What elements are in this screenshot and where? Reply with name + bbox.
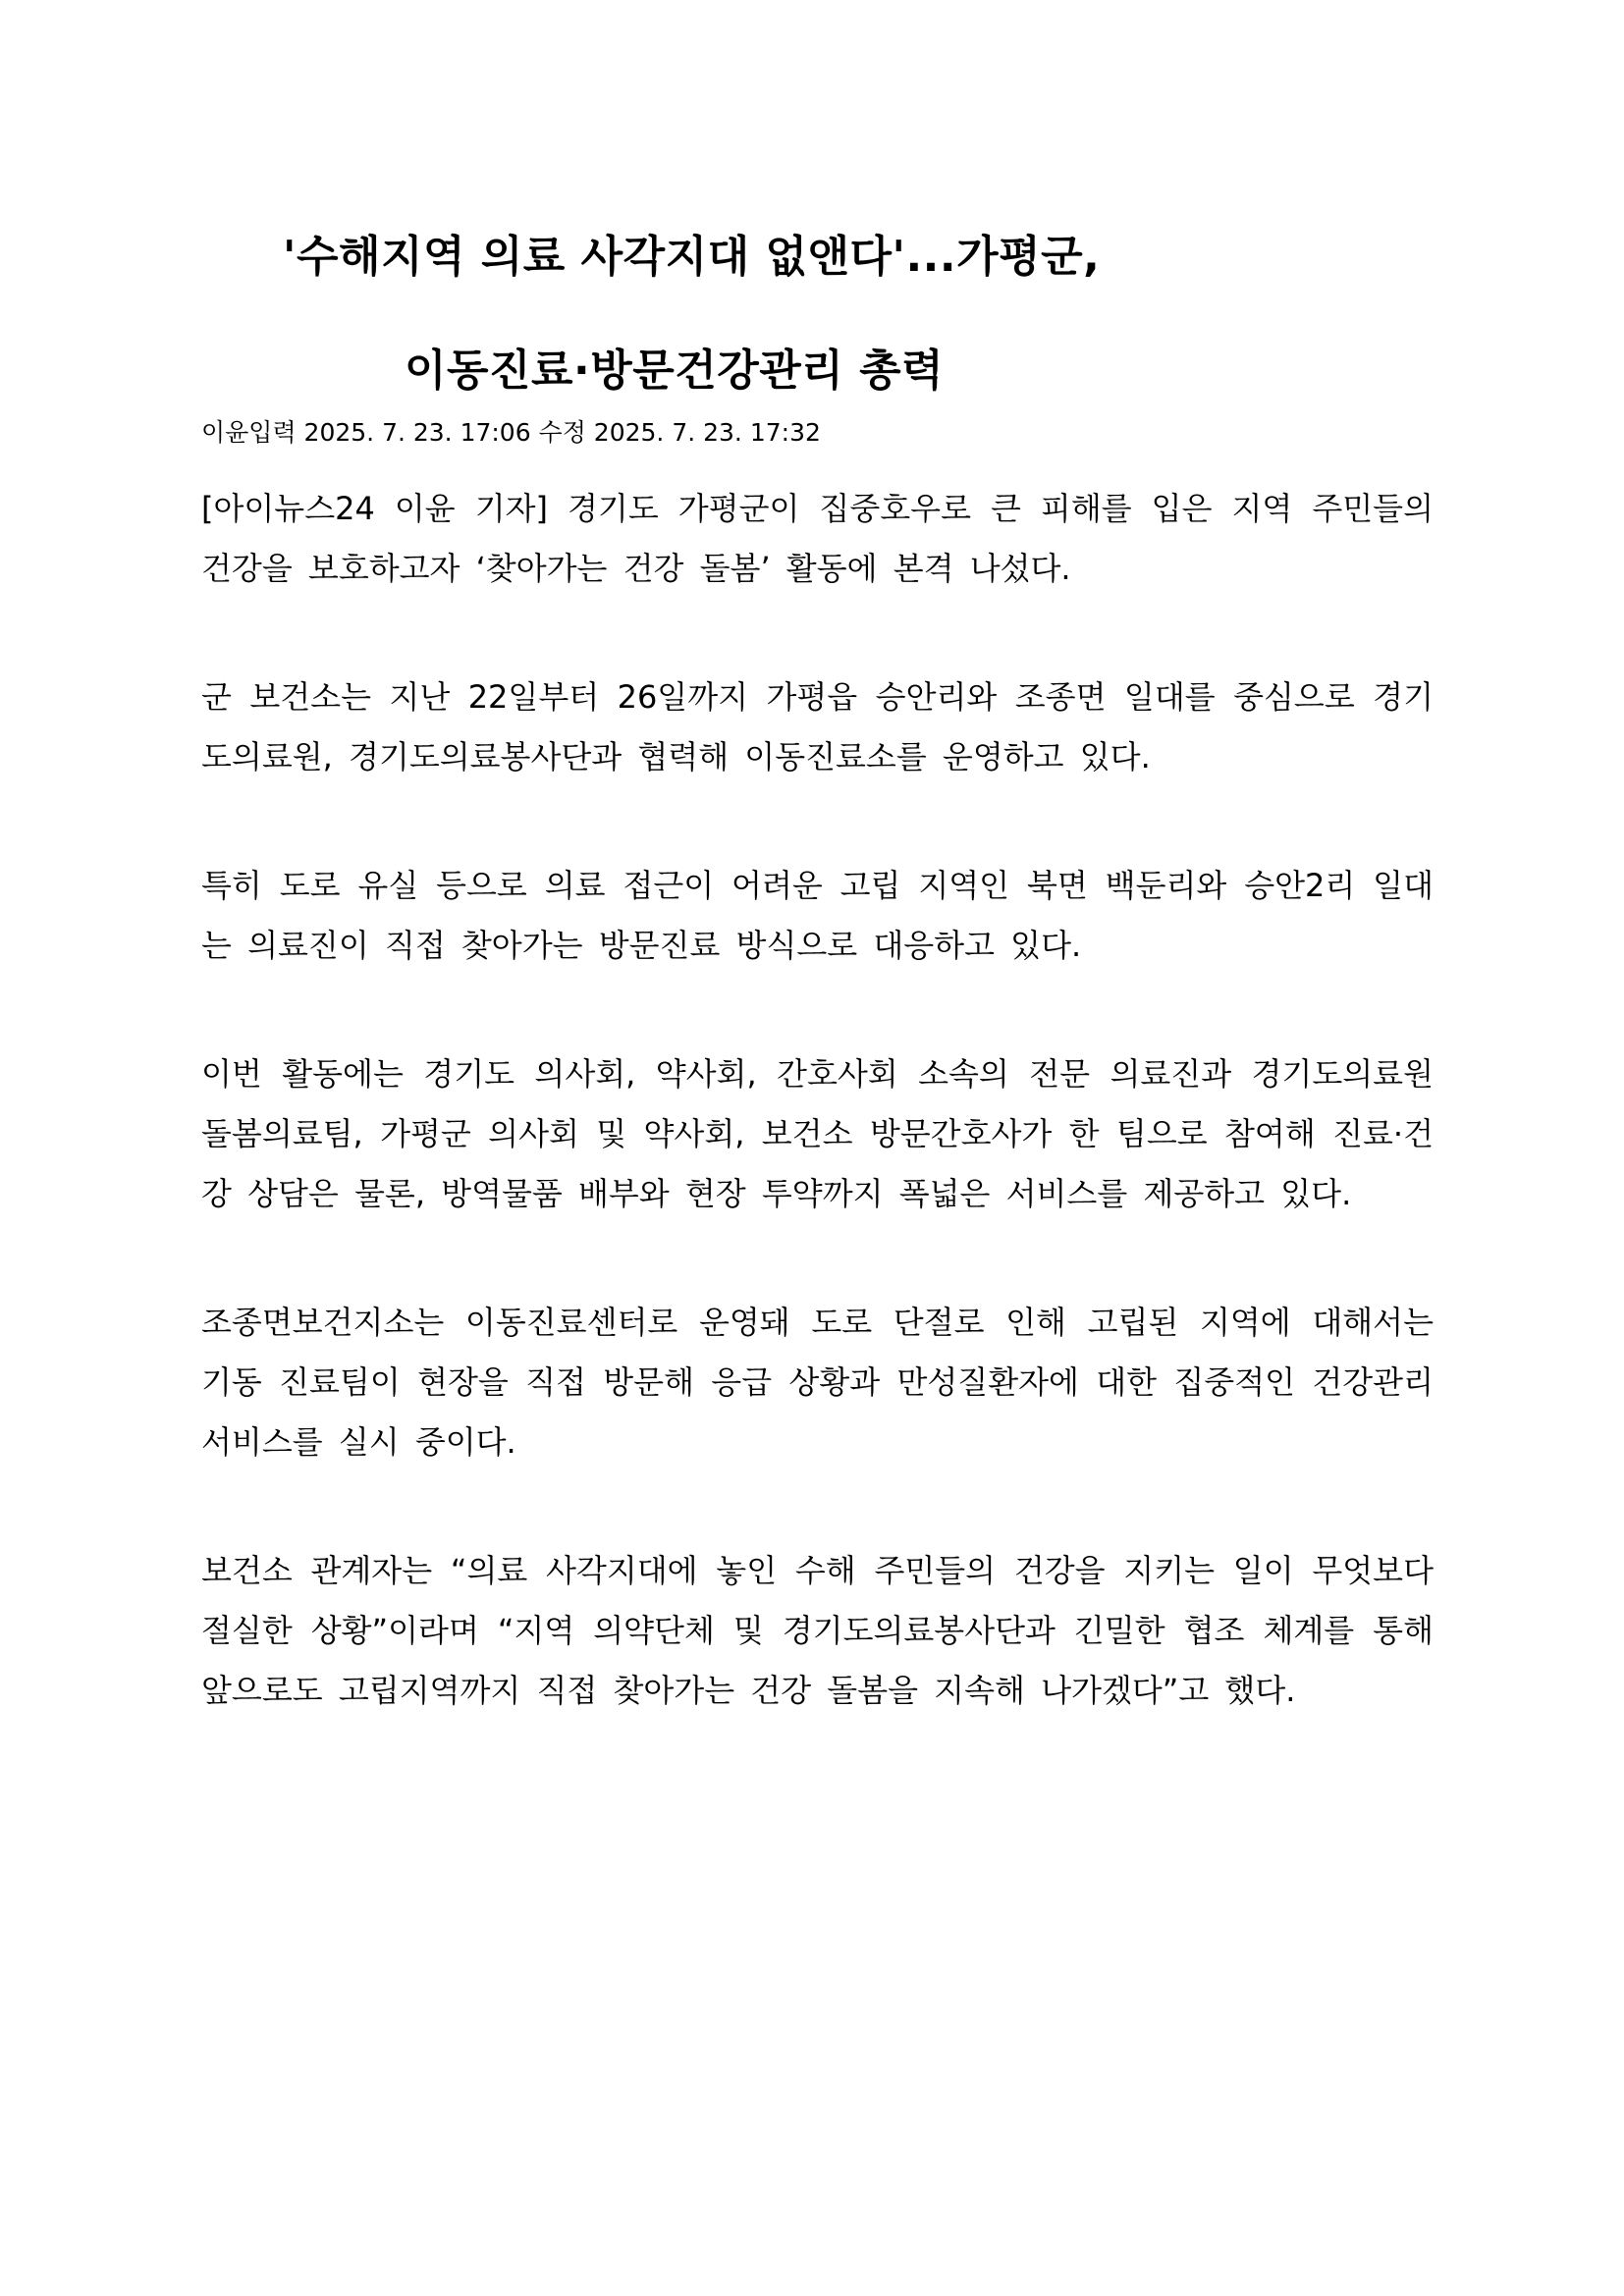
article-paragraph: 조종면보건지소는 이동진료센터로 운영돼 도로 단절로 인해 고립된 지역에 대해서는 기동 진료팀이 현장을 직접 방문해 응급 상황과 만성질환자에 대한 집중적인 건강관리 서비스를 실시 중이다. xyxy=(201,1304,1434,1461)
article-title-line-1: '수해지역 의료 사각지대 없앤다'...가평군, xyxy=(283,232,1101,282)
article-paragraph: [아이뉴스24 이윤 기자] 경기도 가평군이 집중호우로 큰 피해를 입은 지역 주민들의 건강을 보호하고자 ‘찾아가는 건강 돌봄’ 활동에 본격 나섰다. xyxy=(201,490,1434,587)
article-paragraph: 군 보건소는 지난 22일부터 26일까지 가평읍 승안리와 조종면 일대를 중심으로 경기도의료원, 경기도의료봉사단과 협력해 이동진료소를 운영하고 있다. xyxy=(201,678,1434,775)
article-paragraph: 이번 활동에는 경기도 의사회, 약사회, 간호사회 소속의 전문 의료진과 경기도의료원 돌봄의료팀, 가평군 의사회 및 약사회, 보건소 방문간호사가 한 팀으로 참여해 진료·건강 상담은 물론, 방역물품 배부와 현장 투약까지 폭넓은 서비스를 제공하고 있다. xyxy=(201,1055,1434,1212)
article-body xyxy=(201,479,1434,1789)
article-byline: 이윤입력 2025. 7. 23. 17:06 수정 2025. 7. 23. 17:32 xyxy=(201,418,821,447)
article-paragraph: 보건소 관계자는 “의료 사각지대에 놓인 수해 주민들의 건강을 지키는 일이 무엇보다 절실한 상황”이라며 “지역 의약단체 및 경기도의료봉사단과 긴밀한 협조 체계를 통해 앞으로도 고립지역까지 직접 찾아가는 건강 돌봄을 지속해 나가겠다”고 했다. xyxy=(201,1552,1434,1709)
article-paragraph: 특히 도로 유실 등으로 의료 접근이 어려운 고립 지역인 북면 백둔리와 승안2리 일대는 의료진이 직접 찾아가는 방문진료 방식으로 대응하고 있다. xyxy=(201,867,1434,964)
article-title-line-2: 이동진료·방문건강관리 총력 xyxy=(405,346,945,396)
